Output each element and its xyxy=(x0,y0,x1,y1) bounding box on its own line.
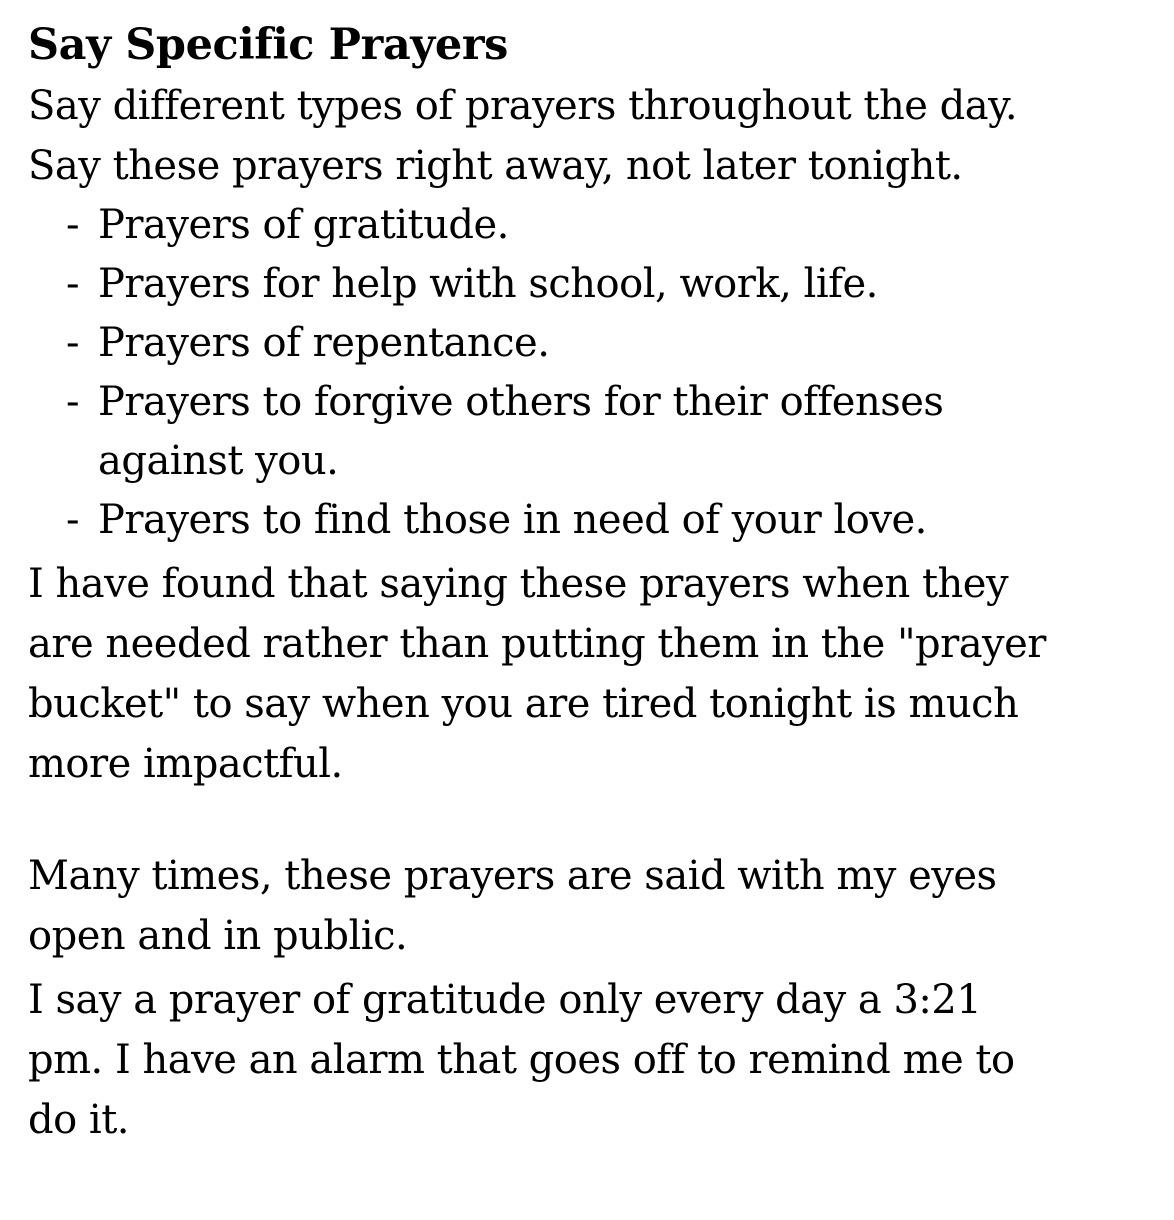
list-item xyxy=(28,255,998,314)
intro-line: Say different types of prayers throughout the day. xyxy=(28,83,1018,129)
list-item-text: Prayers of gratitude. xyxy=(98,202,509,248)
list-item xyxy=(28,196,998,255)
list-item xyxy=(28,491,998,550)
list-marker: - xyxy=(66,379,80,425)
paragraph-impact: I have found that saying these prayers when they are needed rather than putting them in the "prayer bucket" to say when you are tired tonight is much more impactful. xyxy=(28,561,1046,787)
intro-line: Say these prayers right away, not later tonight. xyxy=(28,143,963,189)
list-item xyxy=(28,373,998,491)
list-marker: - xyxy=(66,497,80,543)
list-item-text: Prayers to find those in need of your love. xyxy=(98,497,927,543)
paragraph-alarm: I say a prayer of gratitude only every day a 3:21 pm. I have an alarm that goes off to remind me to do it. xyxy=(28,977,1015,1143)
intro-block xyxy=(28,76,1158,196)
list-item-text: Prayers for help with school, work, life. xyxy=(98,261,878,307)
list-item xyxy=(28,314,998,373)
list-marker: - xyxy=(66,320,80,366)
document-page xyxy=(28,14,1158,1150)
spacer xyxy=(28,794,1158,846)
document-title: Say Specific Prayers xyxy=(28,20,508,70)
list-item-text: Prayers of repentance. xyxy=(98,320,550,366)
paragraph-public: Many times, these prayers are said with my eyes open and in public. xyxy=(28,853,997,959)
prayer-types-list xyxy=(28,196,1158,550)
list-item-text: Prayers to forgive others for their offenses against you. xyxy=(98,379,944,484)
list-marker: - xyxy=(66,202,80,248)
list-marker: - xyxy=(66,261,80,307)
